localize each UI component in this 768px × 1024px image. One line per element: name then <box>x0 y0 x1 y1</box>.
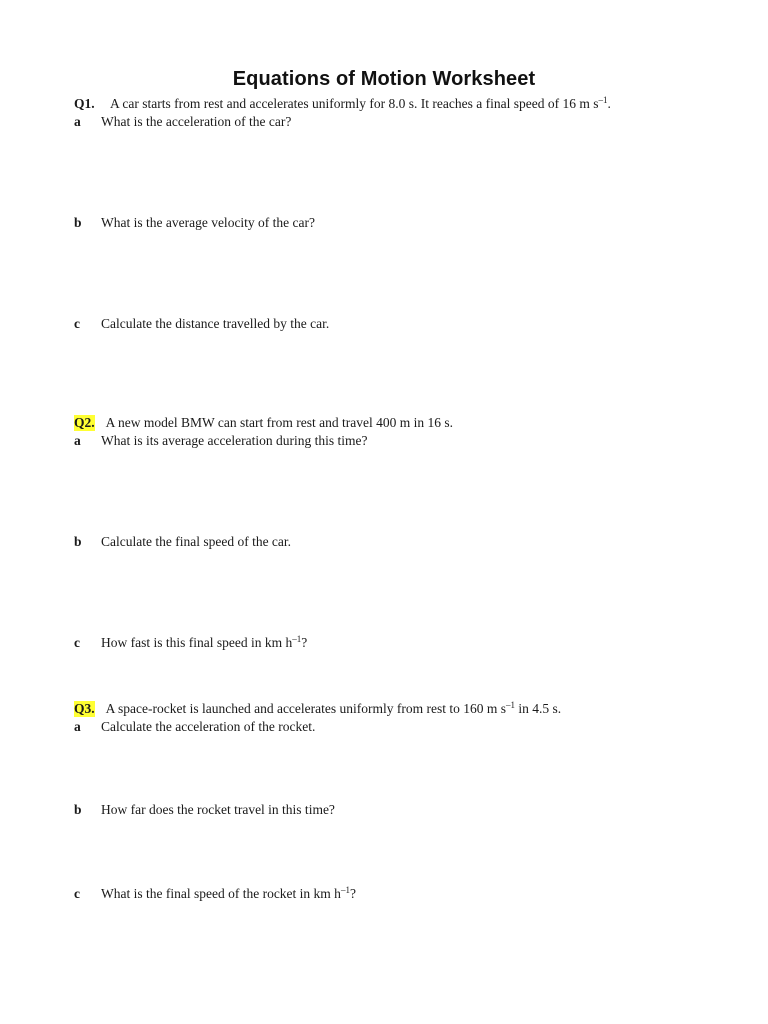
part-text: Calculate the acceleration of the rocket. <box>101 719 316 734</box>
part-text: What is the acceleration of the car? <box>101 114 292 129</box>
question-3-part-c <box>74 886 356 902</box>
part-text: Calculate the distance travelled by the car. <box>101 316 330 331</box>
question-1-stem <box>74 96 611 112</box>
question-1-part-c <box>74 316 329 332</box>
part-superscript: –1 <box>340 885 350 895</box>
part-letter: b <box>74 802 82 817</box>
part-text: What is its average acceleration during this time? <box>101 433 368 448</box>
part-text: How far does the rocket travel in this time? <box>101 802 335 817</box>
question-3-number: Q3. <box>74 701 95 716</box>
question-3-part-a <box>74 719 315 735</box>
question-1-text: A car starts from rest and accelerates uniformly for 8.0 s. It reaches a final speed of 16 m s <box>110 96 599 111</box>
part-letter: b <box>74 215 82 230</box>
part-text: Calculate the final speed of the car. <box>101 534 292 549</box>
question-1-part-a <box>74 114 291 130</box>
part-letter: a <box>74 114 81 129</box>
part-letter: a <box>74 433 81 448</box>
question-3-part-b <box>74 802 335 818</box>
question-3-stem <box>74 701 561 717</box>
question-1-text-end: . <box>607 96 611 111</box>
part-letter: b <box>74 534 82 549</box>
question-1-superscript: –1 <box>598 95 608 105</box>
question-2-part-a <box>74 433 368 449</box>
part-text: How fast is this final speed in km h <box>101 635 293 650</box>
question-3-text-end: in 4.5 s. <box>515 701 562 716</box>
question-3-text: A space-rocket is launched and accelerates uniformly from rest to 160 m s <box>105 701 506 716</box>
question-2-number: Q2. <box>74 415 95 430</box>
question-1-number: Q1. <box>74 96 95 111</box>
question-2-text: A new model BMW can start from rest and travel 400 m in 16 s. <box>105 415 453 430</box>
part-letter: a <box>74 719 81 734</box>
part-letter: c <box>74 635 80 650</box>
question-3-superscript: –1 <box>506 700 515 710</box>
part-letter: c <box>74 886 80 901</box>
part-text: What is the final speed of the rocket in km h <box>101 886 341 901</box>
part-superscript: –1 <box>292 634 302 644</box>
part-text: What is the average velocity of the car? <box>101 215 316 230</box>
part-text-end: ? <box>349 886 356 901</box>
question-2-part-c <box>74 635 307 651</box>
part-text-end: ? <box>301 635 308 650</box>
question-2-part-b <box>74 534 291 550</box>
question-2-stem <box>74 415 453 431</box>
part-letter: c <box>74 316 80 331</box>
worksheet-title: Equations of Motion Worksheet <box>232 68 536 90</box>
question-1-part-b <box>74 215 315 231</box>
